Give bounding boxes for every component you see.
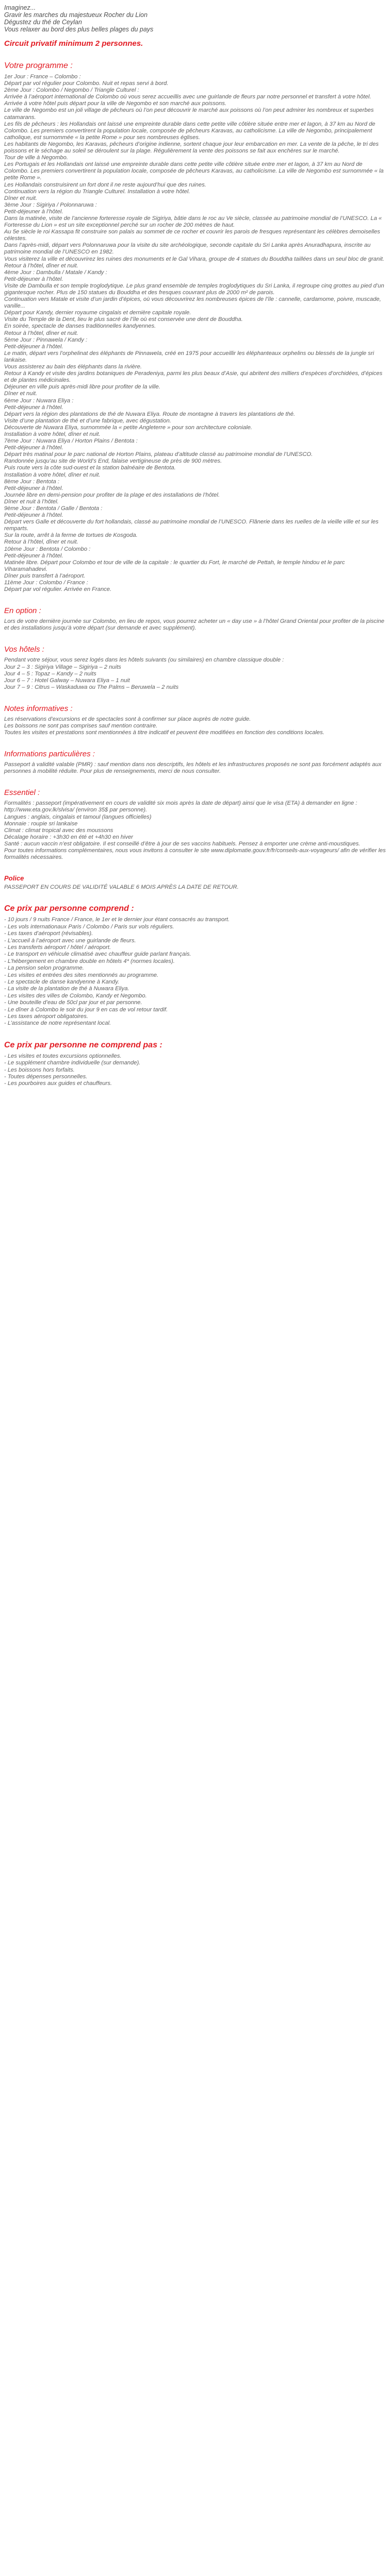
circuit-title: Circuit privatif minimum 2 personnes. (4, 39, 143, 48)
essentiel-item: Pour toutes informations complémentaires, nous vous invitons à consulter le site www.diplomatie.gouv.fr/fr/conseils-aux-voyageurs/ afin de vérifier les formalités nécessaires. (4, 848, 386, 861)
programme-line: Petit-déjeuner à l’hôtel. (4, 512, 63, 519)
programme-line: Continuation vers la région du Triangle Culturel. Installation à votre hôtel. (4, 188, 190, 195)
programme-line: Départ par vol régulier. Arrivée en France. (4, 586, 112, 593)
essentiel-item: Formalités : passeport (impérativement en cours de validité six mois après la date de départ) ainsi que le visa (ETA) à demander en ligne : http://www.eta.gov.lk/slvisa/ (environ 35$ par personne). (4, 800, 357, 814)
programme-line: Dans la matinée, visite de l’ancienne forteresse royale de Sigiriya, bâtie dans le roc au Ve siècle, classée au patrimoine mondial de l’UNESCO. La « Forteresse du Lion » est un site exceptionnel perché sur un rocher de 200 mètres de haut. (4, 215, 382, 229)
programme-line: 1er Jour : France – Colombo : (4, 74, 81, 80)
police-title: Police (4, 874, 24, 883)
programme-line: 10ème Jour : Bentota / Colombo : (4, 546, 91, 552)
price-exclude-item: - Les pourboires aux guides et chauffeurs. (4, 1080, 112, 1087)
price-include-item: - L’accueil à l’aéroport avec une guirlande de fleurs. (4, 937, 136, 944)
essentiel-item: Décalage horaire : +3h30 en été et +4h30 en hiver (4, 834, 134, 840)
programme-line: Retour à Kandy et visite des jardins botaniques de Peradeniya, parmi les plus beaux d’Asie, qui abritent des milliers d’espèces d’orchidées, d’épices et de plantes médicinales. (4, 370, 383, 384)
option-title: En option : (4, 606, 41, 616)
hotel-item: Jour 2 – 3 : Sigiriya Village – Sigiriya – 2 nuits (4, 664, 121, 670)
option-text: Lors de votre dernière journée sur Colombo, en lieu de repos, vous pourrez acheter un « day use » à l’hôtel Grand Oriental pour profiter de la piscine et des installations jusqu’à votre départ (sur demande et avec supplément). (4, 618, 384, 632)
programme-line: Petit-déjeuner à l’hôtel. (4, 208, 63, 215)
programme-line: Visite du Temple de la Dent, lieu le plus sacré de l’île où est conservée une dent de Bouddha. (4, 316, 243, 323)
price-include-item: - Les vols internationaux Paris / Colombo / Paris sur vols réguliers. (4, 923, 174, 930)
price-include-item: - L’hébergement en chambre double en hôtels 4* (normes locales). (4, 958, 175, 964)
programme-line: Dîner et nuit. (4, 195, 38, 201)
price-include-item: - La visite de la plantation de thé à Nuwara Eliya. (4, 986, 129, 992)
programme-line: En soirée, spectacle de danses traditionnelles kandyennes. (4, 323, 156, 330)
price-include-item: - Une bouteille d’eau de 50cl par jour et par personne. (4, 999, 142, 1006)
price-include-item: - Le spectacle de danse kandyenne à Kandy. (4, 978, 120, 985)
programme-line: Les fils de pêcheurs : les Hollandais ont laissé une empreinte durable dans cette petite ville côtière située entre mer et lagon, à 37 km au Nord de Colombo. Les premiers convertirent la population locale, composée de pêcheurs Karavas, au catholicisme. La ville de Negombo, principalement catholique, est surnommée « la petite Rome » pour ses nombreuses églises. (4, 121, 376, 141)
notes-title: Notes informatives : (4, 704, 73, 713)
price-includes-list (4, 917, 387, 1027)
essentiel-item: Climat : climat tropical avec des moussons (4, 827, 113, 834)
price-excludes-title: Ce prix par personne ne comprend pas : (4, 1040, 162, 1049)
price-exclude-item: - Les boissons hors forfaits. (4, 1066, 75, 1073)
note-item: Toutes les visites et prestations sont mentionnées à titre indicatif et peuvent être modifiées en fonction des conditions locales. (4, 730, 324, 736)
programme-line: 2ème Jour : Colombo / Negombo / Triangle Culturel : (4, 87, 139, 94)
programme-line: Découverte de Nuwara Eliya, surnommée la « petite Angleterre » pour son architecture coloniale. (4, 424, 252, 431)
programme-line: Départ très matinal pour le parc national de Horton Plains, plateau d’altitude classé au patrimoine mondial de l’UNESCO. (4, 451, 313, 458)
programme-line: Vous visiterez la ville et découvrirez les ruines des monuments et le Gal Vihara, groupe de 4 statues du Bouddha taillées dans un seul bloc de granit. (4, 256, 384, 262)
programme-line: Petit-déjeuner à l’hôtel. (4, 445, 63, 451)
price-include-item: - Les taxes aéroport obligatoires. (4, 1013, 88, 1020)
programme-line: Petit-déjeuner à l’hôtel. (4, 276, 63, 282)
programme-line: Arrivée à l’aéroport international de Colombo où vous serez accueillis avec une guirlande de fleurs par notre personnel et transfert à votre hôtel. (4, 94, 371, 100)
essentiel-item: Monnaie : roupie sri lankaise (4, 820, 78, 827)
info-title: Informations particulières : (4, 750, 95, 759)
programme-line: Petit-déjeuner à l’hôtel. (4, 404, 63, 411)
programme-line: Petit-déjeuner à l’hôtel. (4, 485, 63, 492)
programme-line: Les habitants de Negombo, les Karavas, pêcheurs d’origine indienne, sortent chaque jour leur embarcation en mer. La vente de la pêche, le tri des poissons et le séchage au soleil se déroulent sur la plage. Régulièrement la vente des poissons se fait aux enchères sur le marché. (4, 141, 379, 155)
price-exclude-item: - Le supplément chambre individuelle (sur demande). (4, 1060, 141, 1066)
intro-line: Imaginez... (4, 4, 36, 11)
programme-line: Visite de Dambulla et son temple troglodytique. Le plus grand ensemble de temples troglodytiques du Sri Lanka, il regroupe cinq grottes au pied d’un gigantesque rocher. Plus de 150 statues du Bouddha et des fresques couvrant plus de 2000 m² de parois. (4, 282, 384, 296)
essentiel-item: Santé : aucun vaccin n’est obligatoire. Il est conseillé d’être à jour de ses vaccins habituels. Pensez à emporter une crème anti-moustiques. (4, 840, 361, 847)
programme-line: 5ème Jour : Pinnawela / Kandy : (4, 336, 88, 343)
price-include-item: - Les transferts aéroport / hôtel / aéroport. (4, 944, 111, 951)
programme-line: 4ème Jour : Dambulla / Matale / Kandy : (4, 269, 107, 276)
hotels-intro: Pendant votre séjour, vous serez logés dans les hôtels suivants (ou similaires) en chambre classique double : (4, 657, 284, 664)
essentiel-item: Langues : anglais, cingalais et tamoul (langues officielles) (4, 814, 152, 820)
essentiel-title: Essentiel : (4, 788, 40, 798)
intro-line: Gravir les marches du majestueux Rocher du Lion (4, 11, 148, 19)
programme-line: Tour de ville à Negombo. (4, 155, 68, 161)
programme-line: Dans l’après-midi, départ vers Polonnaruwa pour la visite du site archéologique, seconde capitale du Sri Lanka après Anuradhapura, inscrite au patrimoine mondial de l’UNESCO en 1982. (4, 242, 371, 256)
programme-line: 9ème Jour : Bentota / Galle / Bentota : (4, 505, 103, 512)
programme-line: Installation à votre hôtel, dîner et nuit. (4, 431, 101, 437)
hotel-item: Jour 7 – 9 : Citrus – Waskaduwa ou The Palms – Beruwela – 2 nuits (4, 684, 179, 690)
programme-line: Randonnée jusqu’au site de World’s End, falaise vertigineuse de près de 900 mètres. (4, 458, 222, 465)
programme-line: Déjeuner en ville puis après-midi libre pour profiter de la ville. (4, 384, 160, 391)
programme-line: 11ème Jour : Colombo / France : (4, 580, 88, 586)
price-includes-title: Ce prix par personne comprend : (4, 904, 134, 913)
programme-line: Les Hollandais construisirent un fort dont il ne reste aujourd’hui que des ruines. (4, 181, 206, 188)
programme-line: Puis route vers la côte sud-ouest et la station balnéaire de Bentota. (4, 465, 176, 471)
programme-line: Continuation vers Matale et visite d’un jardin d’épices, où vous découvrirez les nombreuses épices de l’île : cannelle, cardamome, poivre, muscade, vanille... (4, 296, 381, 310)
hotels-title: Vos hôtels : (4, 645, 44, 654)
programme-line: Départ par vol régulier pour Colombo. Nuit et repas servi à bord. (4, 80, 169, 87)
price-include-item: - Les taxes d’aéroport (révisables). (4, 930, 93, 937)
hotel-item: Jour 6 – 7 : Hotel Galway – Nuwara Eliya – 1 nuit (4, 677, 130, 684)
programme-line: Départ pour Kandy, dernier royaume cingalais et dernière capitale royale. (4, 310, 191, 316)
price-include-item: - Le transport en véhicule climatisé avec chauffeur guide parlant français. (4, 951, 191, 958)
price-include-item: - La pension selon programme. (4, 965, 84, 972)
price-include-item: - Les visites des villes de Colombo, Kandy et Negombo. (4, 992, 147, 999)
programme-line: Les Portugais et les Hollandais ont laissé une empreinte durable dans cette petite ville côtière située entre mer et lagon, à 37 km au Nord de Colombo. Les premiers convertirent la population locale, composée de pêcheurs Karavas, au catholicisme. La ville de Negombo est surnommée « la petite Rome ». (4, 161, 384, 181)
intro-block (4, 4, 387, 33)
price-excludes-list (4, 1053, 387, 1088)
programme-line: 6ème Jour : Nuwara Eliya : (4, 397, 74, 404)
programme-line: Arrivée à votre hôtel puis départ pour la ville de Negombo et son marché aux poissons. (4, 100, 226, 107)
programme-line: Sur la route, arrêt à la ferme de tortues de Kosgoda. (4, 532, 138, 539)
programme-line: Vous assisterez au bain des éléphants dans la rivière. (4, 364, 142, 370)
programme-line: Visite d’une plantation de thé et d’une fabrique, avec dégustation. (4, 417, 171, 424)
programme-line: Petit-déjeuner à l’hôtel. (4, 552, 63, 559)
info-text: Passeport à validité valable (PMR) : sauf mention dans nos descriptifs, les hôtels et les infrastructures proposés ne sont pas forcément adaptés aux personnes à mobilité réduite. Pour plus de renseignements, merci de nous consulter. (4, 761, 382, 775)
price-exclude-item: - Les visites et toutes excursions optionnelles. (4, 1053, 122, 1059)
programme-line: Départ vers Galle et découverte du fort hollandais, classé au patrimoine mondial de l’UNESCO. Flânerie dans les ruelles de la vieille ville et sur les remparts. (4, 519, 379, 532)
note-item: Les boissons ne sont pas comprises sauf mention contraire. (4, 722, 158, 729)
programme-line: Installation à votre hôtel, dîner et nuit. (4, 471, 101, 478)
programme-line: Retour à l’hôtel, dîner et nuit. (4, 539, 78, 546)
police-text: PASSEPORT EN COURS DE VALIDITÉ VALABLE 6 MOIS APRÈS LA DATE DE RETOUR. (4, 884, 239, 891)
intro-line: Dégustez du thé de Ceylan (4, 19, 82, 26)
programme-line: 8ème Jour : Bentota : (4, 478, 59, 485)
programme-line: Le ville de Negombo est un joli village de pêcheurs où l’on peut découvrir le marché aux poissons où l’on peut admirer les nombreux et superbes catamarans. (4, 107, 374, 121)
price-exclude-item: - Toutes dépenses personnelles. (4, 1074, 88, 1080)
programme-line: Retour à l’hôtel, dîner et nuit. (4, 262, 78, 269)
note-item: Les réservations d’excursions et de spectacles sont à confirmer sur place auprès de notre guide. (4, 716, 251, 722)
programme-line: 7ème Jour : Nuwara Eliya / Horton Plains / Bentota : (4, 438, 138, 445)
programme-line: Dîner et nuit à l’hôtel. (4, 498, 59, 505)
programme-line: Petit-déjeuner à l’hôtel. (4, 343, 63, 350)
programme-line: Dîner puis transfert à l’aéroport. (4, 572, 86, 579)
price-include-item: - Les visites et entrées des sites mentionnés au programme. (4, 972, 159, 978)
programme-line: Journée libre en demi-pension pour profiter de la plage et des installations de l’hôtel. (4, 492, 220, 498)
price-include-item: - 10 jours / 9 nuits France / France, le 1er et le dernier jour étant consacrés au transport. (4, 917, 230, 923)
page (0, 0, 391, 1088)
intro-line: Vous relaxer au bord des plus belles plages du pays (4, 26, 154, 33)
programme-line: Dîner et nuit. (4, 391, 38, 397)
price-include-item: - Le dîner à Colombo le soir du jour 9 en cas de vol retour tardif. (4, 1006, 168, 1013)
programme-title: Votre programme : (4, 61, 73, 70)
programme-line: Départ vers la région des plantations de thé de Nuwara Eliya. Route de montagne à travers les plantations de thé. (4, 411, 296, 417)
programme-line: Retour à l’hôtel, dîner et nuit. (4, 330, 78, 336)
programme-line: Au 5e siècle le roi Kassapa fit construire son palais au sommet de ce rocher et couvrir les parois de fresques représentant les célèbres demoiselles célestes. (4, 229, 380, 242)
programme-line: Matinée libre. Départ pour Colombo et tour de ville de la capitale : le quartier du Fort, le marché de Pettah, le temple hindou et le parc Viharamahadevi. (4, 559, 345, 572)
hotel-item: Jour 4 – 5 : Topaz – Kandy – 2 nuits (4, 670, 96, 677)
programme-line: 3ème Jour : Sigiriya / Polonnaruwa : (4, 201, 97, 208)
price-include-item: - L’assistance de notre représentant local. (4, 1020, 111, 1027)
programme-list (4, 74, 387, 593)
programme-line: Le matin, départ vers l’orphelinat des éléphants de Pinnawela, créé en 1975 pour accueillir les éléphanteaux orphelins ou blessés de la jungle sri lankaise. (4, 350, 374, 363)
